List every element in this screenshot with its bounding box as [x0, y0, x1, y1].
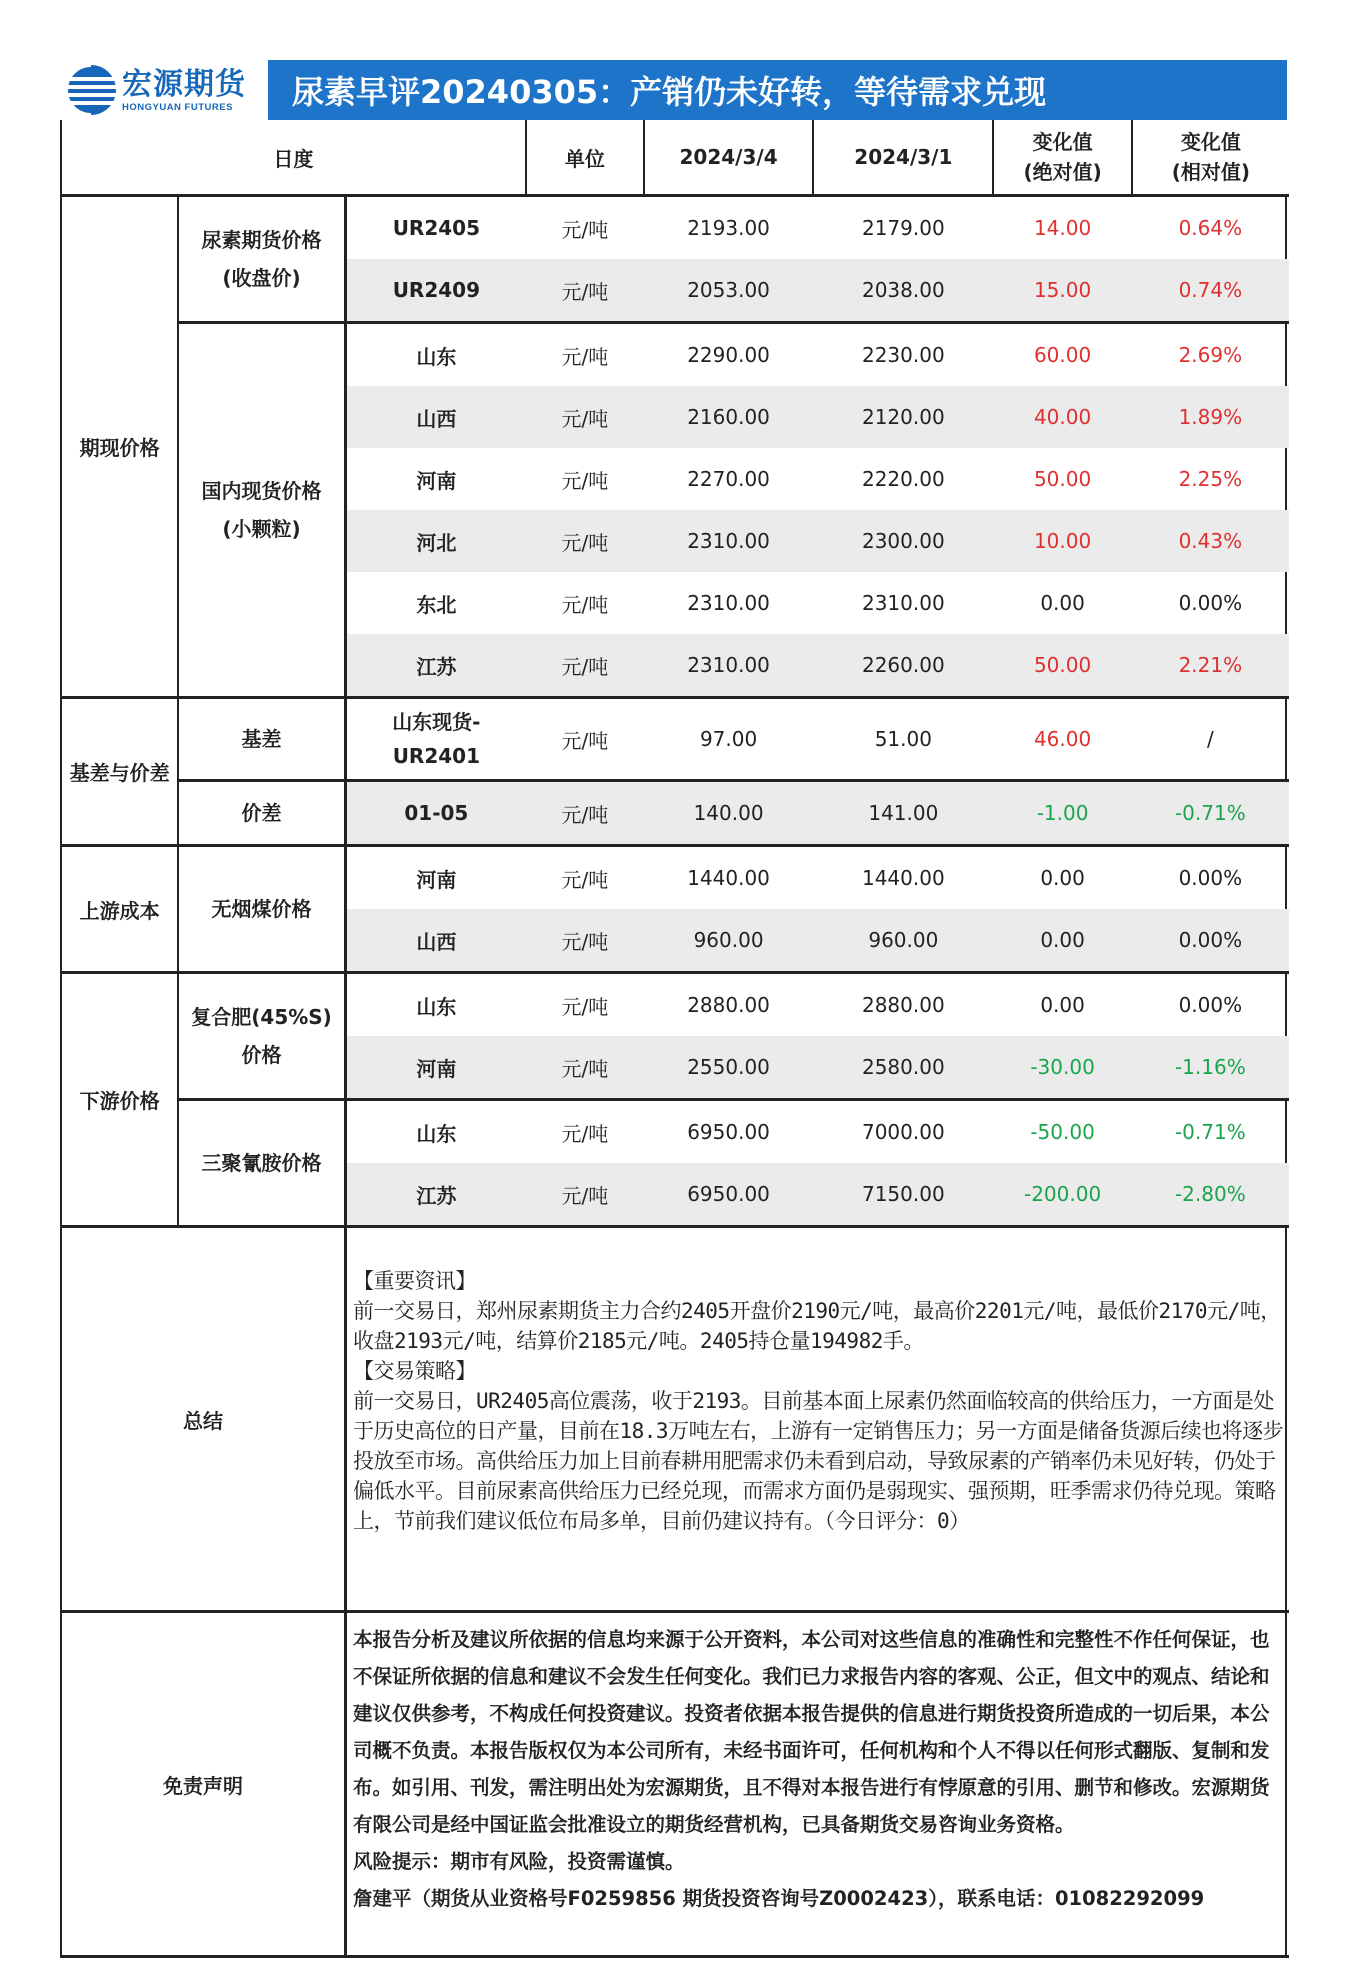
row-value-date1: 97.00	[644, 698, 813, 781]
row-value-date1: 960.00	[644, 909, 813, 973]
row-rel-change: -0.71%	[1132, 781, 1289, 846]
table-row	[62, 698, 1289, 781]
row-value-date2: 2310.00	[861, 591, 945, 615]
row-item: UR2409	[345, 259, 525, 323]
row-abs-change: 50.00	[993, 634, 1131, 698]
disclaimer-section	[62, 1613, 1289, 1958]
row-unit: 元/吨	[526, 781, 644, 846]
row-rel-change: 0.43%	[1132, 510, 1289, 572]
row-unit: 元/吨	[561, 592, 609, 617]
row-rel-change: 0.74%	[1132, 259, 1289, 323]
row-value-date2: 2179.00	[861, 216, 945, 240]
row-unit: 元/吨	[526, 909, 644, 973]
row-value-date1: 6950.00	[644, 1163, 813, 1227]
row-abs-change: 14.00	[1033, 216, 1092, 240]
company-logo	[60, 60, 268, 120]
sub-futures: 尿素期货价格 (收盘价)	[178, 196, 345, 323]
row-value-date2: 2120.00	[813, 386, 993, 448]
row-value-date2: 7150.00	[813, 1163, 993, 1227]
row-value-date2: 1440.00	[861, 866, 945, 890]
row-value-date2: 2880.00	[861, 993, 945, 1017]
row-abs-change: 40.00	[993, 386, 1131, 448]
row-rel-change: 0.00%	[1132, 909, 1289, 973]
category-qixian: 期现价格	[62, 196, 178, 698]
row-rel-change: 0.00%	[1178, 993, 1243, 1017]
row-abs-change: 10.00	[993, 510, 1131, 572]
row-unit: 元/吨	[526, 510, 644, 572]
row-unit: 元/吨	[561, 344, 609, 369]
row-unit: 元/吨	[561, 1121, 609, 1146]
logo-en-text: HONGYUAN FUTURES	[122, 101, 233, 113]
news-title: 【重要资讯】	[353, 1269, 476, 1293]
table-row	[62, 196, 1289, 260]
row-item: 山西	[345, 386, 525, 448]
row-value-date2: 2220.00	[861, 467, 945, 491]
header-unit: 单位	[526, 120, 644, 196]
row-value-date2: 2038.00	[813, 259, 993, 323]
row-abs-change: 60.00	[1033, 343, 1092, 367]
category-downstream: 下游价格	[62, 973, 178, 1227]
logo-cn-text: 宏源期货	[122, 66, 246, 102]
row-unit: 元/吨	[526, 386, 644, 448]
row-item: 山西	[345, 909, 525, 973]
row-value-date1: 1440.00	[687, 866, 770, 890]
row-abs-change: -200.00	[993, 1163, 1131, 1227]
row-unit: 元/吨	[561, 217, 609, 242]
row-rel-change: /	[1132, 698, 1289, 781]
row-abs-change: -50.00	[1030, 1120, 1095, 1144]
table-row	[62, 846, 1289, 910]
summary-section	[62, 1228, 1289, 1613]
row-item: 河南	[345, 1036, 525, 1100]
row-value-date1: 2160.00	[644, 386, 813, 448]
row-rel-change: 0.64%	[1178, 216, 1243, 240]
row-rel-change: 2.25%	[1178, 467, 1243, 491]
risk-warning: 风险提示：期市有风险，投资需谨慎。	[353, 1850, 685, 1873]
row-item: 01-05	[345, 781, 525, 846]
row-item: UR2405	[392, 216, 480, 240]
sub-coal: 无烟煤价格	[178, 846, 345, 973]
news-text: 前一交易日，郑州尿素期货主力合约2405开盘价2190元/吨，最高价2201元/吨，最低价2170元/吨，收盘2193元/吨，结算价2185元/吨。2405持仓量194982手。	[353, 1299, 1281, 1353]
header-dimension: 日度	[62, 120, 526, 196]
row-abs-change: -1.00	[993, 781, 1131, 846]
author-info: 詹建平（期货从业资格号F0259856 期货投资咨询号Z0002423），联系电话：01082292099	[353, 1887, 1205, 1910]
row-value-date1: 2310.00	[687, 591, 770, 615]
summary-content	[347, 1228, 1289, 1610]
row-rel-change: 0.00%	[1178, 866, 1243, 890]
category-upstream: 上游成本	[62, 846, 178, 973]
header-date2: 2024/3/1	[813, 120, 993, 196]
sub-spread: 价差	[178, 781, 345, 846]
row-value-date2: 7000.00	[861, 1120, 945, 1144]
row-value-date1: 140.00	[644, 781, 813, 846]
row-unit: 元/吨	[526, 259, 644, 323]
header-date1: 2024/3/4	[644, 120, 813, 196]
table-row	[62, 781, 1289, 846]
sub-spot: 国内现货价格 (小颗粒)	[178, 323, 345, 698]
table-row	[62, 973, 1289, 1037]
row-unit: 元/吨	[526, 1163, 644, 1227]
disclaimer-content	[347, 1613, 1289, 1955]
row-value-date1: 2270.00	[687, 467, 770, 491]
row-abs-change: -30.00	[993, 1036, 1131, 1100]
row-item: 东北	[416, 592, 457, 617]
row-value-date2: 2300.00	[813, 510, 993, 572]
header-abs-change: 变化值 (绝对值)	[993, 120, 1131, 196]
row-rel-change: -2.80%	[1132, 1163, 1289, 1227]
row-rel-change: -1.16%	[1132, 1036, 1289, 1100]
row-value-date2: 141.00	[813, 781, 993, 846]
sub-melamine: 三聚氰胺价格	[178, 1100, 345, 1227]
strategy-title: 【交易策略】	[353, 1359, 476, 1383]
header-rel-change: 变化值 (相对值)	[1132, 120, 1289, 196]
sub-basis: 基差	[178, 698, 345, 781]
category-jicha: 基差与价差	[62, 698, 178, 846]
row-value-date1: 2193.00	[687, 216, 770, 240]
table-row	[62, 323, 1289, 387]
row-value-date1: 6950.00	[687, 1120, 770, 1144]
row-unit: 元/吨	[526, 1036, 644, 1100]
row-item: 河南	[416, 468, 457, 493]
row-item: 江苏	[345, 1163, 525, 1227]
row-value-date1: 2880.00	[687, 993, 770, 1017]
row-rel-change: -0.71%	[1174, 1120, 1246, 1144]
row-item: 山东	[416, 1121, 457, 1146]
disclaimer-label: 免责声明	[62, 1613, 347, 1955]
table-row	[62, 1100, 1289, 1164]
sub-fertilizer: 复合肥(45%S) 价格	[178, 973, 345, 1100]
row-unit: 元/吨	[561, 867, 609, 892]
row-rel-change: 2.69%	[1178, 343, 1243, 367]
row-unit: 元/吨	[561, 468, 609, 493]
disclaimer-text: 本报告分析及建议所依据的信息均来源于公开资料，本公司对这些信息的准确性和完整性不作任何保证，也不保证所依据的信息和建议不会发生任何变化。我们已力求报告内容的客观、公正，但文中的观点、结论和建议仅供参考，不构成任何投资建议。投资者依据本报告提供的信息进行期货投资所造成的一切后果，本公司概不负责。本报告版权仅为本公司所有，未经书面许可，任何机构和个人不得以任何形式翻版、复制和发布。如引用、刊发，需注明出处为宏源期货，且不得对本报告进行有悖原意的引用、删节和修改。宏源期货有限公司是经中国证监会批准设立的期货经营机构，已具备期货交易咨询业务资格。	[353, 1628, 1270, 1836]
row-item: 山东	[416, 994, 457, 1019]
row-unit: 元/吨	[526, 698, 644, 781]
row-item: 河北	[345, 510, 525, 572]
row-item: 山东现货- UR2401	[345, 698, 525, 781]
row-rel-change: 2.21%	[1132, 634, 1289, 698]
summary-label: 总结	[62, 1228, 347, 1610]
report-title: 尿素早评20240305：产销仍未好转，等待需求兑现	[268, 60, 1287, 120]
row-unit: 元/吨	[526, 634, 644, 698]
row-abs-change: 15.00	[993, 259, 1131, 323]
logo-globe-icon	[64, 63, 118, 117]
row-item: 河南	[416, 867, 457, 892]
row-rel-change: 0.00%	[1178, 591, 1243, 615]
row-value-date2: 960.00	[813, 909, 993, 973]
row-value-date2: 2580.00	[813, 1036, 993, 1100]
row-rel-change: 1.89%	[1132, 386, 1289, 448]
row-value-date2: 2260.00	[813, 634, 993, 698]
row-abs-change: 46.00	[993, 698, 1131, 781]
row-abs-change: 0.00	[1040, 866, 1085, 890]
row-abs-change: 0.00	[1040, 993, 1085, 1017]
row-value-date2: 51.00	[813, 698, 993, 781]
row-value-date1: 2290.00	[687, 343, 770, 367]
row-value-date1: 2310.00	[644, 510, 813, 572]
row-value-date1: 2550.00	[644, 1036, 813, 1100]
row-abs-change: 50.00	[1033, 467, 1092, 491]
table-header-row	[62, 120, 1289, 196]
row-abs-change: 0.00	[1040, 591, 1085, 615]
report-header	[60, 60, 1287, 120]
row-abs-change: 0.00	[993, 909, 1131, 973]
row-value-date1: 2310.00	[644, 634, 813, 698]
row-unit: 元/吨	[561, 994, 609, 1019]
price-table	[62, 120, 1289, 1228]
row-item: 江苏	[345, 634, 525, 698]
row-value-date2: 2230.00	[861, 343, 945, 367]
row-value-date1: 2053.00	[644, 259, 813, 323]
row-item: 山东	[416, 344, 457, 369]
strategy-text: 前一交易日，UR2405高位震荡，收于2193。目前基本面上尿素仍然面临较高的供给压力，一方面是处于历史高位的日产量，目前在18.3万吨左右，上游有一定销售压力；另一方面是储备货源后续也将逐步投放至市场。高供给压力加上目前春耕用肥需求仍未看到启动，导致尿素的产销率仍未见好转，仍处于偏低水平。目前尿素高供给压力已经兑现，而需求方面仍是弱现实、强预期，旺季需求仍待兑现。策略上，节前我们建议低位布局多单，目前仍建议持有。（今日评分：0）	[353, 1389, 1284, 1533]
